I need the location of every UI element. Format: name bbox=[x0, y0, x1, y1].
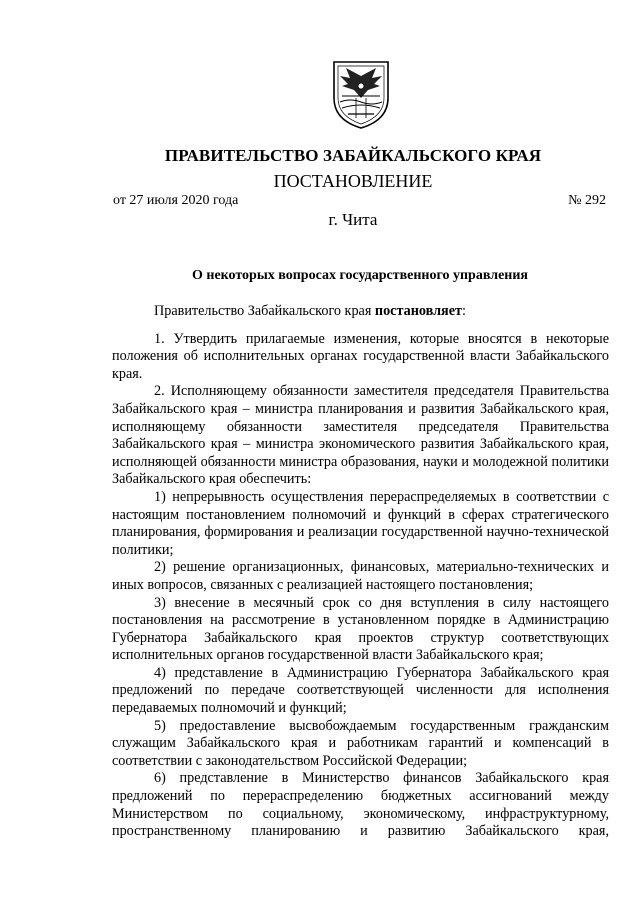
document-city: г. Чита bbox=[328, 210, 378, 229]
preamble-verb: постановляет bbox=[374, 303, 462, 319]
document-number: № 292 bbox=[568, 193, 606, 208]
preamble-text: Правительство Забайкальского края bbox=[154, 303, 375, 319]
document-type: ПОСТАНОВЛЕНИЕ bbox=[273, 171, 433, 191]
coat-of-arms-icon bbox=[328, 58, 394, 130]
document-body bbox=[112, 303, 609, 841]
list-item-1: 1) непрерывность осуществления перераспределяемых в соответствии с настоящим постановлением полномочий и функций в сферах стратегического планирования, формирования и реализации государственной научно-технической политики; bbox=[112, 488, 609, 558]
paragraph-1: 1. Утвердить прилагаемые изменения, которые вносятся в некоторые положения об исполнительных органах государственной власти Забайкальского края. bbox=[112, 330, 609, 382]
paragraph-2: 2. Исполняющему обязанности заместителя председателя Правительства Забайкальского края – министра планирования и развития Забайкальского края, исполняющему обязанности заместителя председателя Правительства Забайкальского края – министра экономического развития Забайкальского края, исполняющей обязанности министра образования, науки и молодежной политики Забайкальского края обеспечить: bbox=[112, 383, 609, 488]
preamble-tail: : bbox=[462, 303, 466, 319]
preamble bbox=[112, 303, 609, 321]
list-item-3: 3) внесение в месячный срок со дня вступления в силу настоящего постановления на рассмотрение в установленном порядке в Администрацию Губернатора Забайкальского края проектов структур соответствующих исполнительных органов государственной власти Забайкальского края; bbox=[112, 594, 609, 664]
list-item-6: 6) представление в Министерство финансов Забайкальского края предложений по перераспределению бюджетных ассигнований между Министерством по социальному, экономическому, инфраструктурному, пространственному планированию и развитию Забайкальского края, bbox=[112, 770, 609, 840]
document-subject: О некоторых вопросах государственного управления bbox=[191, 268, 528, 283]
list-item-4: 4) представление в Администрацию Губернатора Забайкальского края предложений по передаче соответствующей численности для исполнения передаваемых полномочий и функций; bbox=[112, 664, 609, 717]
list-item-5: 5) предоставление высвобождаемым государственным гражданским служащим Забайкальского края и работникам гарантий и компенсаций в соответствии с законодательством Российской Федерации; bbox=[112, 717, 609, 769]
list-item-2: 2) решение организационных, финансовых, материально-технических и иных вопросов, связанных с реализацией настоящего постановления; bbox=[112, 559, 609, 593]
document-date: от 27 июля 2020 года bbox=[113, 193, 239, 208]
government-title: ПРАВИТЕЛЬСТВО ЗАБАЙКАЛЬСКОГО КРАЯ bbox=[164, 146, 542, 165]
